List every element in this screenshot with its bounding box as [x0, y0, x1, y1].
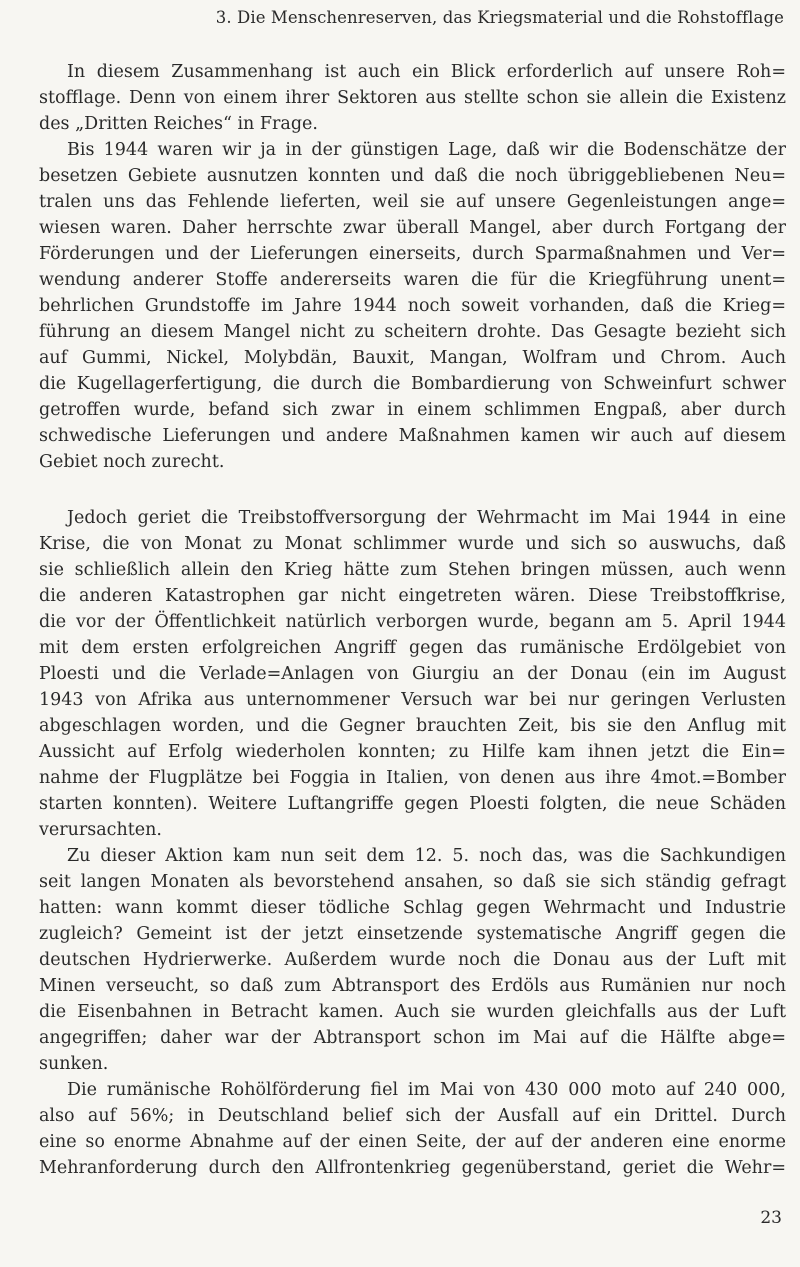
- text-line: Jedoch geriet die Treibstoffversorgung der Wehrmacht im Mai 1944 in eine: [67, 508, 786, 528]
- page-body: [39, 59, 786, 1181]
- paragraph: [39, 1077, 786, 1181]
- text-line: die vor der Öffentlichkeit natürlich verborgen wurde, begann am 5. April 1944: [39, 612, 786, 632]
- text-line: mit dem ersten erfolgreichen Angriff gegen das rumänische Erdölgebiet von: [39, 638, 786, 658]
- text-line: sunken.: [39, 1054, 109, 1074]
- text-line: Zu dieser Aktion kam nun seit dem 12. 5. noch das, was die Sachkundigen: [67, 846, 786, 866]
- text-line: besetzen Gebiete ausnutzen konnten und daß die noch übriggebliebenen Neu=: [39, 166, 786, 186]
- text-line: die Eisenbahnen in Betracht kamen. Auch sie wurden gleichfalls aus der Luft: [39, 1002, 786, 1022]
- text-line: die Kugellagerfertigung, die durch die Bombardierung von Schweinfurt schwer: [39, 374, 786, 394]
- text-line: also auf 56%; in Deutschland belief sich der Ausfall auf ein Drittel. Durch: [39, 1106, 786, 1126]
- text-line: Minen verseucht, so daß zum Abtransport des Erdöls aus Rumänien nur noch: [39, 976, 786, 996]
- text-line: wendung anderer Stoffe andererseits waren die für die Kriegführung unent=: [39, 270, 786, 290]
- text-line: Die rumänische Rohölförderung fiel im Mai von 430 000 moto auf 240 000,: [67, 1080, 786, 1100]
- paragraph-gap: [39, 475, 786, 505]
- text-line: 1943 von Afrika aus unternommener Versuch war bei nur geringen Verlusten: [39, 690, 786, 710]
- text-line: Aussicht auf Erfolg wiederholen konnten; zu Hilfe kam ihnen jetzt die Ein=: [39, 742, 786, 762]
- text-line: stofflage. Denn von einem ihrer Sektoren aus stellte schon sie allein die Existenz: [39, 88, 786, 108]
- text-line: verursachten.: [39, 820, 162, 840]
- text-line: die anderen Katastrophen gar nicht eingetreten wären. Diese Treibstoffkrise,: [39, 586, 786, 606]
- text-line: des „Dritten Reiches“ in Frage.: [39, 114, 318, 134]
- text-line: Ploesti und die Verlade=Anlagen von Giurgiu an der Donau (ein im August: [39, 664, 786, 684]
- text-line: Krise, die von Monat zu Monat schlimmer wurde und sich so auswuchs, daß: [39, 534, 786, 554]
- text-line: seit langen Monaten als bevorstehend ansahen, so daß sie sich ständig gefragt: [39, 872, 786, 892]
- text-line: abgeschlagen worden, und die Gegner brauchten Zeit, bis sie den Anflug mit: [39, 716, 786, 736]
- text-line: nahme der Flugplätze bei Foggia in Italien, von denen aus ihre 4mot.=Bomber: [39, 768, 786, 788]
- text-line: eine so enorme Abnahme auf der einen Seite, der auf der anderen eine enorme: [39, 1132, 786, 1152]
- text-line: angegriffen; daher war der Abtransport schon im Mai auf die Hälfte abge=: [39, 1028, 786, 1048]
- text-line: In diesem Zusammenhang ist auch ein Blick erforderlich auf unsere Roh=: [67, 62, 786, 82]
- running-header: 3. Die Menschenreserven, das Kriegsmaterial und die Rohstofflage: [215, 8, 784, 27]
- text-line: zugleich? Gemeint ist der jetzt einsetzende systematische Angriff gegen die: [39, 924, 786, 944]
- text-line: führung an diesem Mangel nicht zu scheitern drohte. Das Gesagte bezieht sich: [39, 322, 786, 342]
- text-line: Bis 1944 waren wir ja in der günstigen Lage, daß wir die Bodenschätze der: [67, 140, 786, 160]
- paragraph: [39, 137, 786, 475]
- text-line: Mehranforderung durch den Allfrontenkrieg gegenüberstand, geriet die Wehr=: [39, 1158, 786, 1178]
- page-number: 23: [760, 1208, 782, 1228]
- paragraph: [39, 505, 786, 843]
- text-line: deutschen Hydrierwerke. Außerdem wurde noch die Donau aus der Luft mit: [39, 950, 786, 970]
- text-line: starten konnten). Weitere Luftangriffe gegen Ploesti folgten, die neue Schäden: [39, 794, 786, 814]
- text-line: Förderungen und der Lieferungen einerseits, durch Sparmaßnahmen und Ver=: [39, 244, 786, 264]
- text-line: sie schließlich allein den Krieg hätte zum Stehen bringen müssen, auch wenn: [39, 560, 786, 580]
- text-line: wiesen waren. Daher herrschte zwar überall Mangel, aber durch Fortgang der: [39, 218, 786, 238]
- paragraph: [39, 59, 786, 137]
- text-line: behrlichen Grundstoffe im Jahre 1944 noch soweit vorhanden, daß die Krieg=: [39, 296, 786, 316]
- text-line: getroffen wurde, befand sich zwar in einem schlimmen Engpaß, aber durch: [39, 400, 786, 420]
- text-line: schwedische Lieferungen und andere Maßnahmen kamen wir auch auf diesem: [39, 426, 786, 446]
- paragraph: [39, 843, 786, 1077]
- text-line: tralen uns das Fehlende lieferten, weil sie auf unsere Gegenleistungen ange=: [39, 192, 786, 212]
- text-line: hatten: wann kommt dieser tödliche Schlag gegen Wehrmacht und Industrie: [39, 898, 786, 918]
- text-line: auf Gummi, Nickel, Molybdän, Bauxit, Mangan, Wolfram und Chrom. Auch: [39, 348, 786, 368]
- text-line: Gebiet noch zurecht.: [39, 452, 225, 472]
